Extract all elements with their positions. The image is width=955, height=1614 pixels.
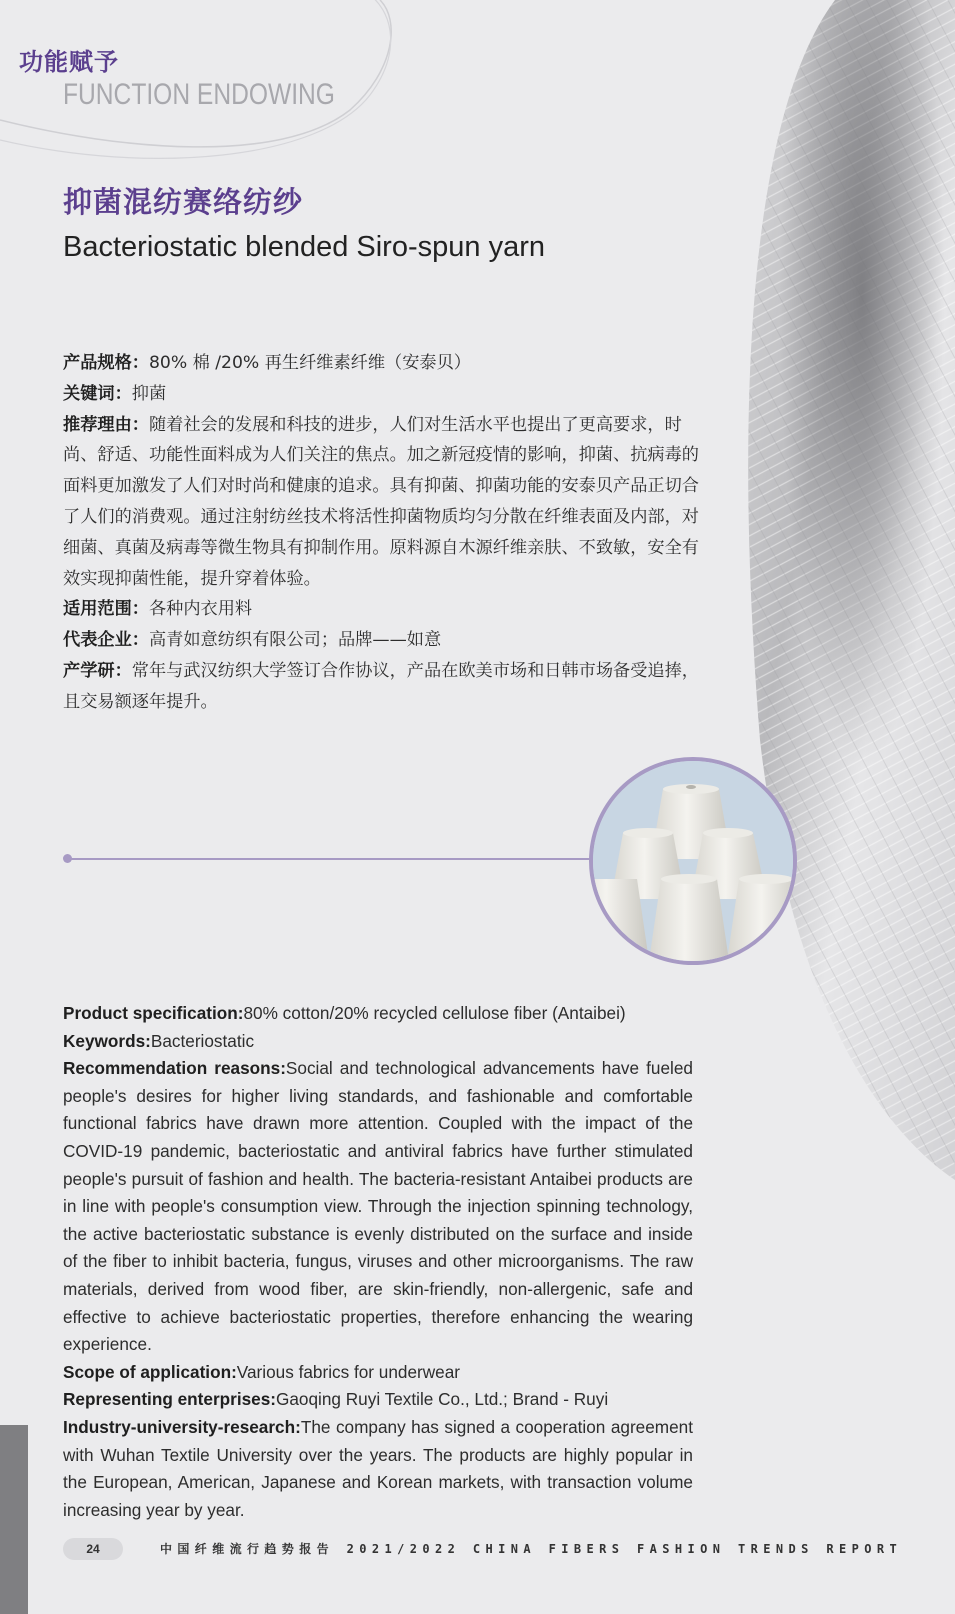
detail-label: Industry-university-research: (63, 1416, 301, 1437)
product-title-en: Bacteriostatic blended Siro-spun yarn (63, 231, 545, 263)
detail-label: Recommendation reasons: (63, 1058, 286, 1079)
detail-value: 80% 棉 /20% 再生纤维素纤维（安泰贝） (148, 353, 471, 373)
detail-label: 适用范围： (63, 599, 149, 620)
product-details-cn (63, 348, 713, 718)
section-title-en: FUNCTION ENDOWING (63, 78, 335, 111)
detail-value: Bacteriostatic (150, 1030, 255, 1051)
detail-label: 关键词： (63, 383, 132, 404)
detail-label: Representing enterprises: (63, 1389, 276, 1410)
detail-scope-en (63, 1359, 693, 1387)
detail-reasons-en (63, 1055, 693, 1359)
detail-spec-cn (63, 348, 713, 379)
product-details-en (63, 1000, 693, 1524)
detail-label: 代表企业： (63, 630, 149, 651)
detail-enterprise-en (63, 1386, 693, 1414)
detail-spec-en (63, 1000, 693, 1028)
detail-keywords-en (63, 1028, 693, 1056)
detail-scope-cn (63, 594, 713, 625)
footer-report-title: 中国纤维流行趋势报告 2021/2022 CHINA FIBERS FASHION TRENDS REPORT (160, 1542, 903, 1556)
detail-value: 常年与武汉纺织大学签订合作协议，产品在欧美市场和日韩市场备受追捧，且交易额逐年提升。 (63, 660, 699, 712)
detail-value: 各种内衣用料 (148, 599, 253, 620)
detail-value: Gaoqing Ruyi Textile Co., Ltd.; Brand - Ruyi (276, 1389, 609, 1410)
detail-value: 高青如意纺织有限公司；品牌——如意 (148, 630, 442, 651)
detail-value: 随着社会的发展和科技的进步，人们对生活水平也提出了更高要求，时尚、舒适、功能性面料成为人们关注的焦点。加之新冠疫情的影响，抑菌、抗病毒的面料更加激发了人们对时尚和健康的追求。具有抑菌、抑菌功能的安泰贝产品正切合了人们的消费观。通过注射纺丝技术将活性抑菌物质均匀分散在纤维表面及内部，对细菌、真菌及病毒等微生物具有抑制作用。原料源自木源纤维亲肤、不致敏，安全有效实现抑菌性能，提升穿着体验。 (63, 414, 699, 589)
detail-value: 80% cotton/20% recycled cellulose fiber (Antaibei) (243, 1003, 626, 1023)
detail-label: Scope of application: (63, 1361, 237, 1382)
detail-label: Keywords: (63, 1030, 151, 1051)
detail-keywords-cn (63, 379, 713, 410)
detail-label: Product specification: (63, 1003, 244, 1023)
divider-line (66, 858, 594, 860)
detail-value: Social and technological advancements have fueled people's desires for higher living standards, and fashionable and comfortable functional fabrics have drawn more attention. Coupled with the impact of the COVID-19 pandemic, bacteriostatic and antiviral fabrics have further stimulated people's pursuit of fashion and health. The bacteria-resistant Antaibei products are in line with people's consumption view. Through the injection spinning technology, the active bacteriostatic substance is evenly distributed on the surface and inside of the fiber to inhibit bacteria, fungus, viruses and other microorganisms. The raw materials, derived from wood fiber, are skin-friendly, non-allergenic, safe and effective to achieve bacteriostatic properties, therefore enhancing the wearing experience. (63, 1058, 693, 1355)
detail-label: 推荐理由： (63, 414, 149, 435)
detail-label: 产品规格： (63, 353, 149, 373)
detail-enterprise-cn (63, 625, 713, 656)
yarn-cones-photo (589, 757, 797, 965)
detail-reasons-cn (63, 410, 713, 595)
detail-value: Various fabrics for underwear (236, 1361, 461, 1382)
section-title-cn: 功能赋予 (19, 48, 119, 76)
left-edge-strip (0, 1425, 28, 1614)
detail-value: The company has signed a cooperation agreement with Wuhan Textile University over the years. The products are highly popular in the European, American, Japanese and Korean markets, with transaction volume increasing year by year. (63, 1416, 693, 1520)
product-title-cn: 抑菌混纺赛络纺纱 (63, 185, 304, 219)
detail-research-en (63, 1414, 693, 1524)
detail-research-cn (63, 656, 713, 718)
page-number: 24 (63, 1538, 123, 1560)
detail-value: 抑菌 (131, 383, 167, 404)
detail-label: 产学研： (63, 660, 132, 681)
